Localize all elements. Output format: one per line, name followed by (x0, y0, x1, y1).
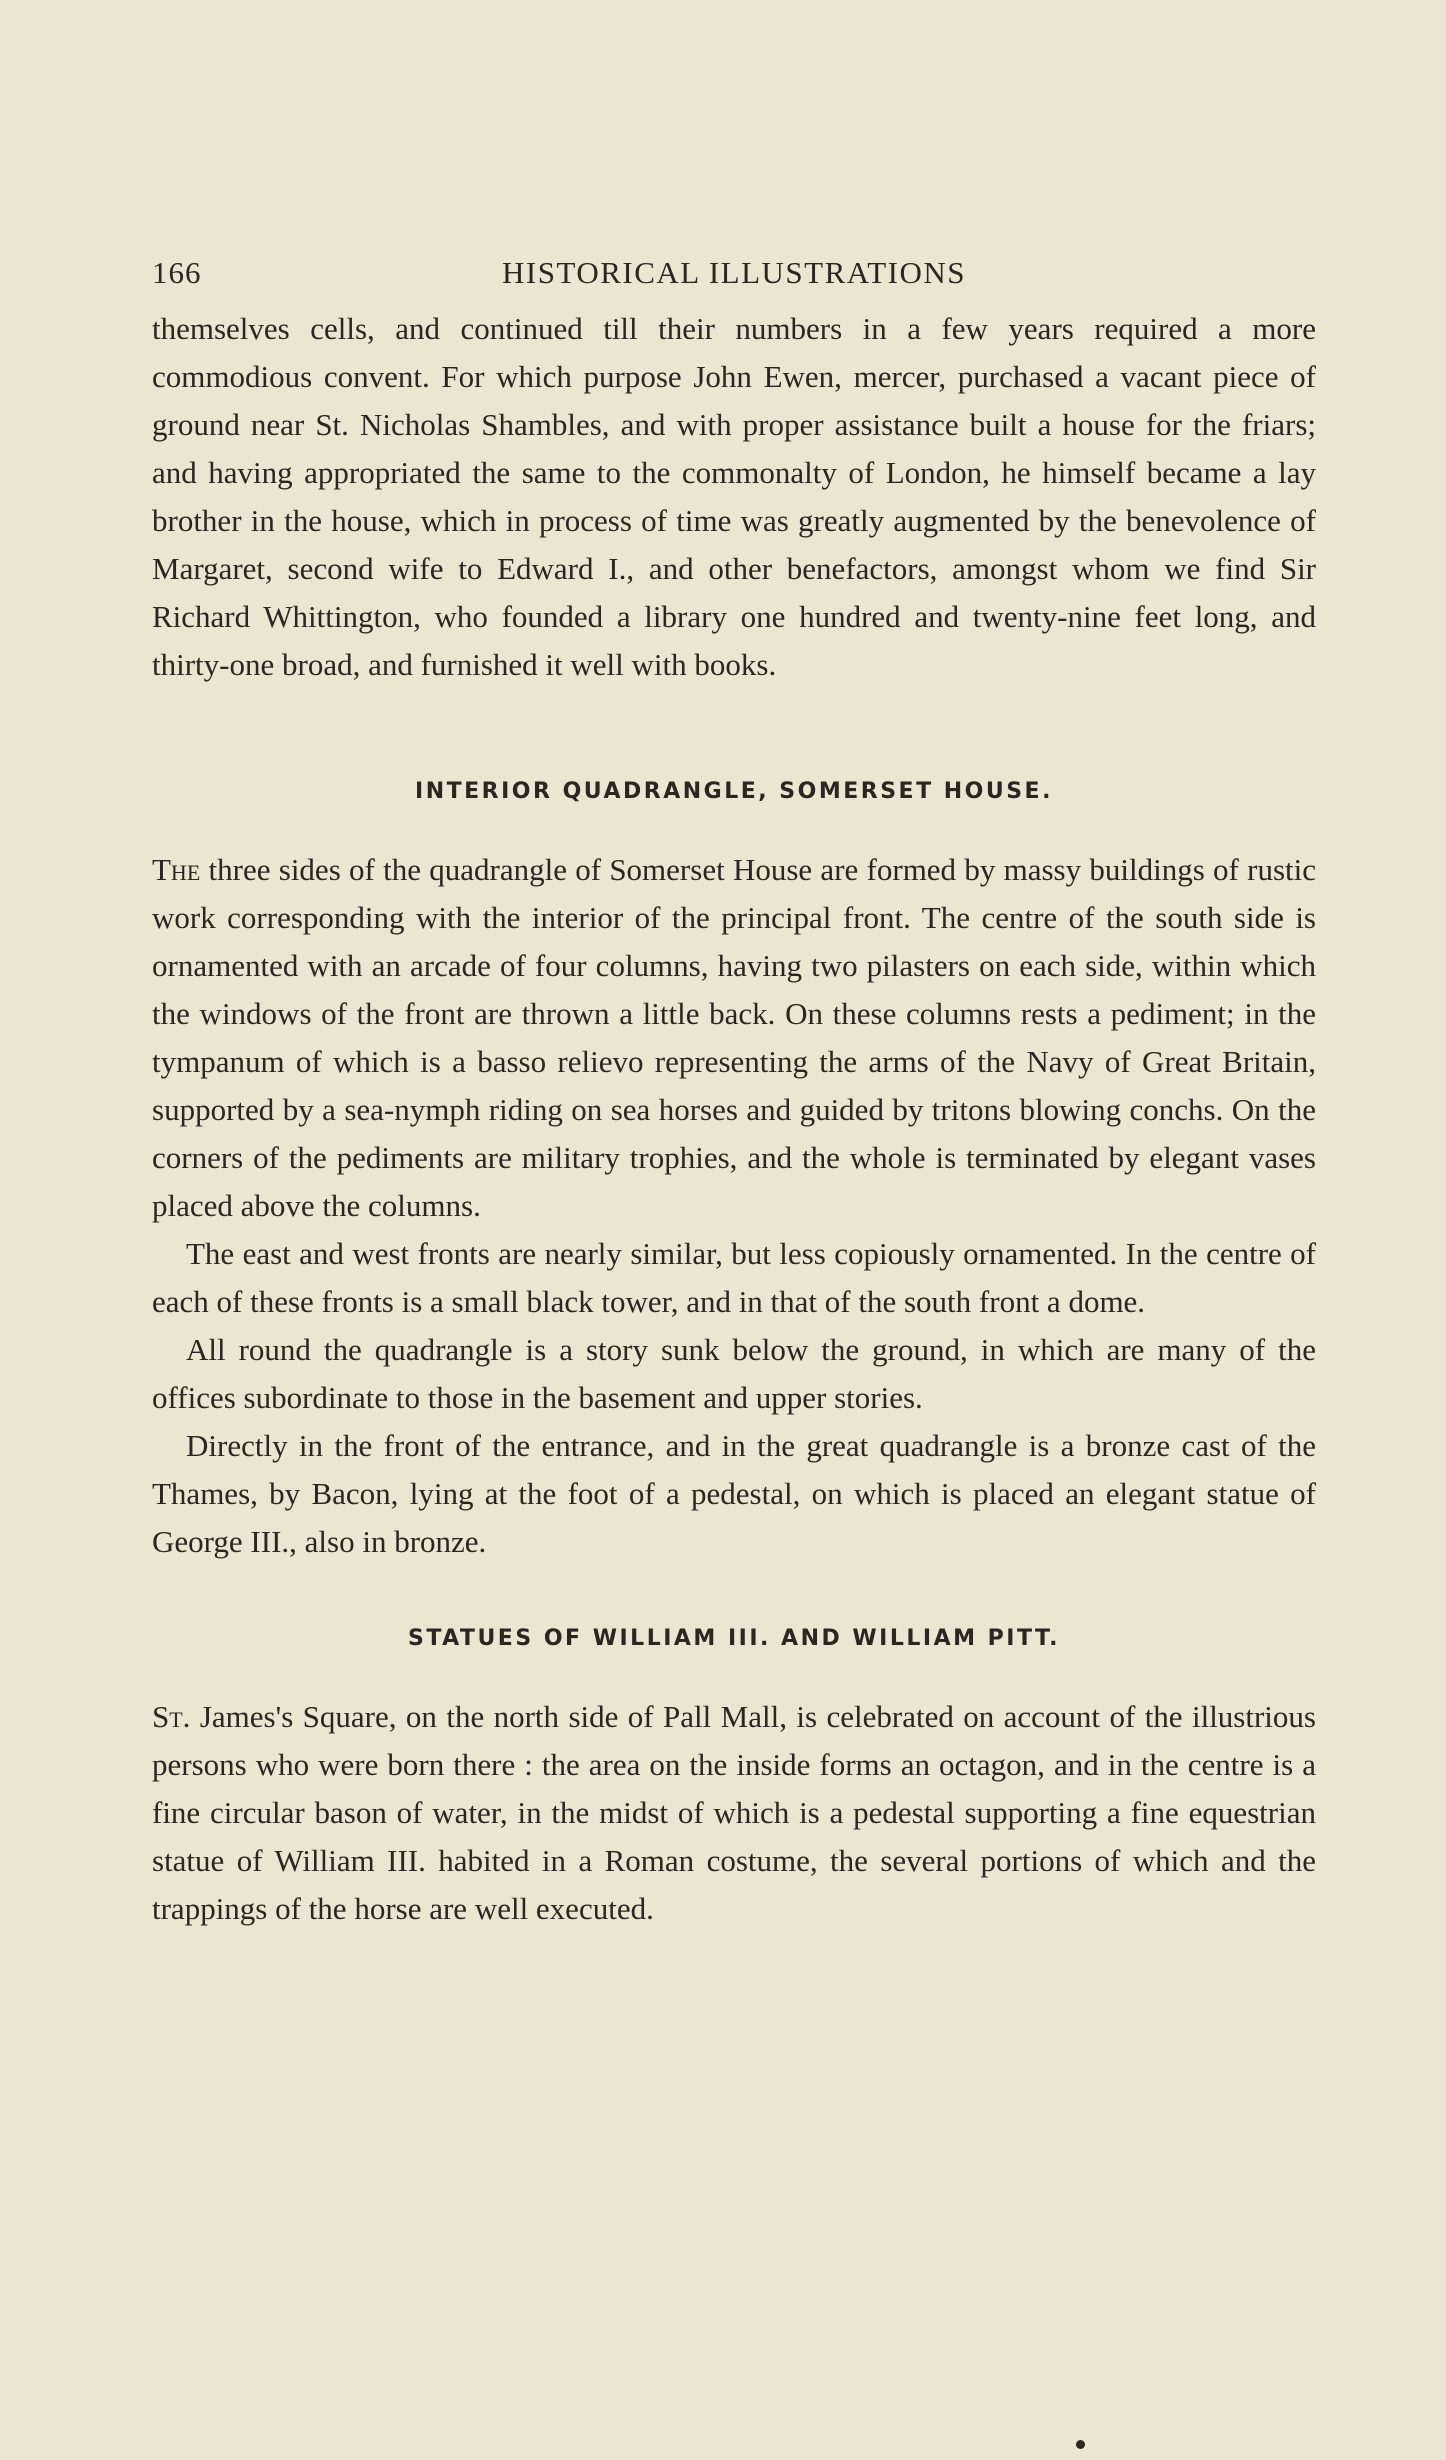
body-text (152, 305, 1316, 1933)
paragraph-lead-word: St. (152, 1699, 191, 1734)
running-title: HISTORICAL ILLUSTRATIONS (502, 255, 966, 290)
paragraph-text: James's Square, on the north side of Pall Mall, is celebrated on account of the illustrious persons who were born there : the area on the inside forms an octagon, and in the centre is a fine circular bason of water, in the midst of which is a pedestal supporting a fine equestrian statue of William III. habited in a Roman costume, the several portions of which and the trappings of the horse are well executed. (152, 1699, 1316, 1926)
section-heading-statues: STATUES OF WILLIAM III. AND WILLIAM PITT. (407, 1626, 1061, 1651)
continuation-paragraph: themselves cells, and continued till their numbers in a few years required a more commodious convent. For which purpose John Ewen, mercer, purchased a vacant piece of ground near St. Nicholas Shambles, and with proper assistance built a house for the friars; and having appropriated the same to the commonalty of London, he himself became a lay brother in the house, which in process of time was greatly augmented by the benevolence of Margaret, second wife to Edward I., and other benefactors, amongst whom we find Sir Richard Whittington, who founded a library one hundred and twenty-nine feet long, and thirty-one broad, and furnished it well with books. (152, 311, 1316, 682)
ink-speck (1076, 2440, 1085, 2449)
page-number: 166 (152, 255, 202, 290)
paragraph: Directly in the front of the entrance, and in the great quadrangle is a bronze cast of the Thames, by Bacon, lying at the foot of a pedestal, on which is placed an elegant statue of George III., also in bronze. (152, 1428, 1316, 1559)
paragraph-text: three sides of the quadrangle of Somerset House are formed by massy buildings of rustic work corresponding with the interior of the principal front. The centre of the south side is ornamented with an arcade of four columns, having two pilasters on each side, within which the windows of the front are thrown a little back. On these columns rests a pediment; in the tympanum of which is a basso relievo representing the arms of the Navy of Great Britain, supported by a sea-nymph riding on sea horses and guided by tritons blowing conchs. On the corners of the pediments are military trophies, and the whole is terminated by elegant vases placed above the columns. (152, 852, 1316, 1223)
running-head (152, 255, 1316, 305)
paragraph (152, 846, 1316, 1230)
book-page (152, 255, 1316, 1933)
paragraph: All round the quadrangle is a story sunk below the ground, in which are many of the offices subordinate to those in the basement and upper stories. (152, 1332, 1316, 1415)
section-heading-somerset-house: INTERIOR QUADRANGLE, SOMERSET HOUSE. (415, 779, 1053, 804)
paragraph (152, 1693, 1316, 1933)
paragraph: The east and west fronts are nearly similar, but less copiously ornamented. In the centre of each of these fronts is a small black tower, and in that of the south front a dome. (152, 1236, 1316, 1319)
paragraph-lead-word: The (152, 852, 201, 887)
